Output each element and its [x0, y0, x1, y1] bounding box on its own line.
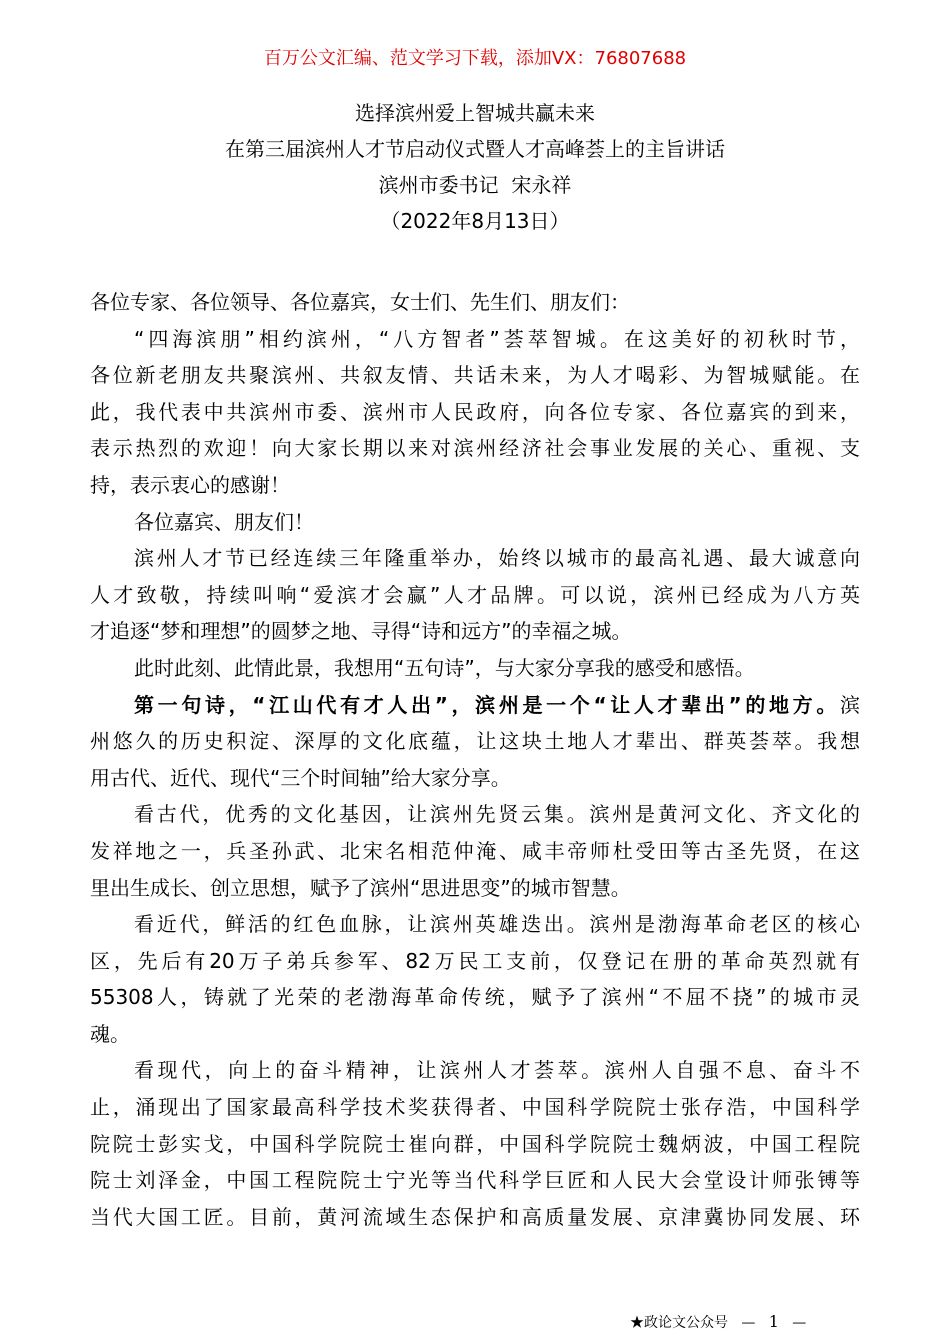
body-line: 里出生成长、创立思想，赋予了滨州“思进思变”的城市智慧。 — [90, 875, 631, 900]
speech-title: 选择滨州爱上智城共赢未来 — [355, 101, 595, 125]
footer-dash-left: — — [741, 1315, 756, 1331]
body-line: 发祥地之一，兵圣孙武、北宋名相范仲淹、咸丰帝师杜受田等古圣先贤，在这 — [90, 838, 860, 863]
body-line: 各位新老朋友共聚滨州、共叙友情、共话未来，为人才喝彩、为智城赋能。在 — [90, 363, 860, 388]
body-line: 院士刘泽金，中国工程院院士宁光等当代科学巨匠和人民大会堂设计师张镈等 — [90, 1168, 860, 1193]
section-heading: 第一句诗，“江山代有才人出”，滨州是一个“让人才辈出”的地方。 — [134, 692, 840, 717]
speech-subtitle: 在第三届滨州人才节启动仪式暨人才高峰荟上的主旨讲话 — [225, 137, 725, 161]
footer-source: ★政论文公众号 — [630, 1315, 728, 1331]
body-text: 滨 — [840, 692, 860, 717]
body-line: 看现代，向上的奋斗精神，让滨州人才荟萃。滨州人自强不息、奋斗不 — [134, 1058, 860, 1083]
body-line: “四海滨朋”相约滨州，“八方智者”荟萃智城。在这美好的初秋时节， — [134, 326, 860, 351]
body-line: 55308人，铸就了光荣的老渤海革命传统，赋予了滨州“不屈不挠”的城市灵 — [90, 985, 860, 1010]
body-line: 当代大国工匠。目前，黄河流域生态保护和高质量发展、京津冀协同发展、环 — [90, 1204, 860, 1229]
body-line: 州悠久的历史积淀、深厚的文化底蕴，让这块土地人才辈出、群英荟萃。我想 — [90, 729, 860, 754]
body-line: 持，表示衷心的感谢！ — [90, 472, 290, 497]
body-line: 魂。 — [90, 1021, 130, 1046]
watermark-banner: 百万公文汇编、范文学习下载，添加VX：76807688 — [263, 48, 687, 69]
page-number: 1 — [768, 1312, 779, 1331]
page-footer — [630, 1312, 806, 1333]
body-line: 用古代、近代、现代“三个时间轴”给大家分享。 — [90, 765, 511, 790]
title-block — [0, 95, 950, 239]
body-line: 才追逐“梦和理想”的圆梦之地、寻得“诗和远方”的幸福之城。 — [90, 619, 632, 644]
body-line: 表示热烈的欢迎！向大家长期以来对滨州经济社会事业发展的关心、重视、支 — [90, 436, 860, 461]
body-line: 滨州人才节已经连续三年隆重举办，始终以城市的最高礼遇、最大诚意向 — [134, 546, 860, 571]
body-line: 此，我代表中共滨州市委、滨州市人民政府，向各位专家、各位嘉宾的到来， — [90, 399, 860, 424]
speech-body — [90, 284, 860, 1235]
body-line: 院院士彭实戈，中国科学院院士崔向群，中国科学院院士魏炳波，中国工程院 — [90, 1131, 860, 1156]
speaker-line: 滨州市委书记 宋永祥 — [378, 173, 572, 197]
body-line: 人才致敬，持续叫响“爱滨才会赢”人才品牌。可以说，滨州已经成为八方英 — [90, 582, 860, 607]
footer-dash-right: — — [792, 1315, 807, 1331]
body-line: 各位嘉宾、朋友们！ — [134, 509, 314, 534]
section-heading-line — [90, 687, 860, 724]
salutation: 各位专家、各位领导、各位嘉宾，女士们、先生们、朋友们： — [90, 290, 630, 314]
body-line: 此时此刻、此情此景，我想用“五句诗”，与大家分享我的感受和感悟。 — [134, 655, 755, 680]
speech-date: （2022年8月13日） — [380, 209, 570, 233]
body-line: 看古代，优秀的文化基因，让滨州先贤云集。滨州是黄河文化、齐文化的 — [134, 802, 860, 827]
body-line: 看近代，鲜活的红色血脉，让滨州英雄迭出。滨州是渤海革命老区的核心 — [134, 912, 860, 937]
body-line: 止，涌现出了国家最高科学技术奖获得者、中国科学院院士张存浩，中国科学 — [90, 1095, 860, 1120]
body-line: 区，先后有20万子弟兵参军、82万民工支前，仅登记在册的革命英烈就有 — [90, 948, 860, 973]
